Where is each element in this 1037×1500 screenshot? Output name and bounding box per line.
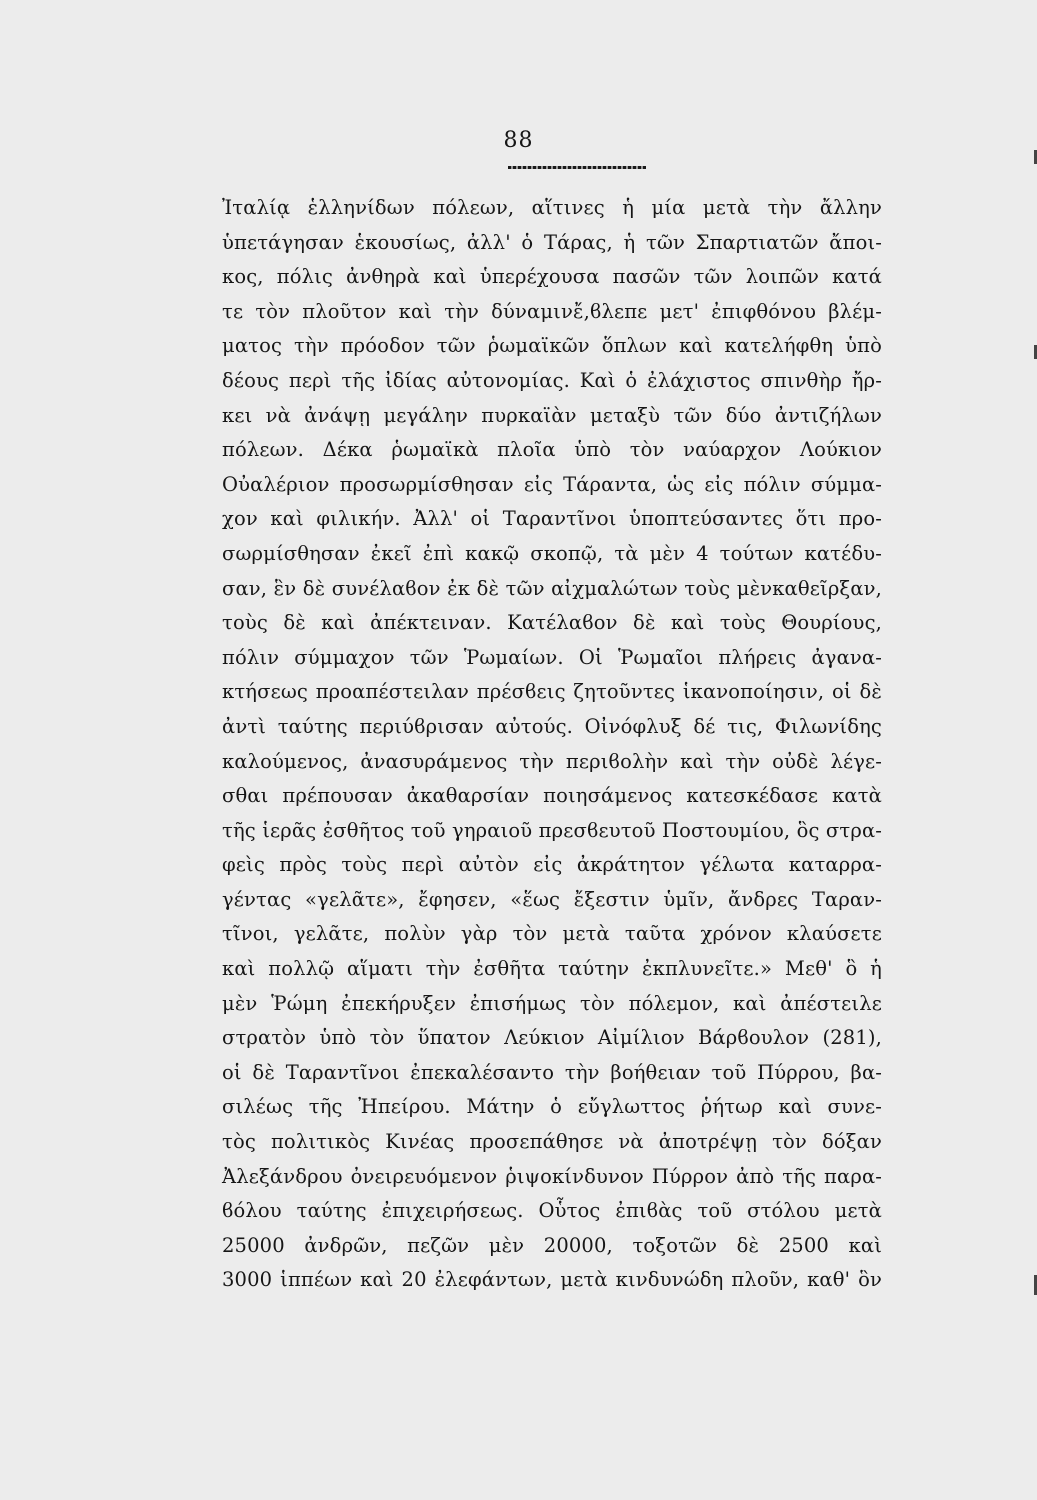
- text-line: καλούμενος, ἀνασυράμενος τὴν περιϐολὴν καὶ τὴν οὐδὲ λέγε-: [222, 749, 882, 773]
- text-line: πόλιν σύμμαχον τῶν Ῥωμαίων. Οἱ Ῥωμαῖοι πλήρεις ἀγανα-: [222, 645, 882, 669]
- text-line: χον καὶ φιλικήν. Ἀλλ' οἱ Ταραντῖνοι ὑποπτεύσαντες ὅτι προ-: [222, 507, 882, 531]
- text-line: σθαι πρέπουσαν ἀκαθαρσίαν ποιησάμενος κατεσκέδασε κατὰ: [222, 784, 882, 808]
- text-line: τῆς ἱερᾶς ἐσθῆτος τοῦ γηραιοῦ πρεσϐευτοῦ Ποστουμίου, ὃς στρα-: [222, 818, 882, 842]
- body-text: [222, 191, 882, 1298]
- text-line: στρατὸν ὑπὸ τὸν ὕπατον Λεύκιον Αἰμίλιον Βάρϐουλον (281),: [222, 1026, 882, 1050]
- text-line: κει νὰ ἀνάψῃ μεγάλην πυρκαϊὰν μεταξὺ τῶν δύο ἀντιζήλων: [222, 403, 882, 427]
- text-line: οἱ δὲ Ταραντῖνοι ἐπεκαλέσαντο τὴν βοήθειαν τοῦ Πύρρου, βα-: [222, 1060, 882, 1084]
- text-line: 3000 ἱππέων καὶ 20 ἐλεφάντων, μετὰ κινδυνώδη πλοῦν, καθ' ὃν: [222, 1268, 882, 1292]
- text-line: τὸς πολιτικὸς Κινέας προσεπάθησε νὰ ἀποτρέψῃ τὸν δόξαν: [222, 1130, 882, 1154]
- text-line: ματος τὴν πρόοδον τῶν ῥωμαϊκῶν ὅπλων καὶ κατελήφθη ὑπὸ: [222, 334, 882, 358]
- text-line: Ἰταλίᾳ ἑλληνίδων πόλεων, αἵτινες ἡ μία μετὰ τὴν ἄλλην: [222, 196, 882, 219]
- text-line: σιλέως τῆς Ἠπείρου. Μάτην ὁ εὔγλωττος ῥήτωρ καὶ συνε-: [222, 1095, 882, 1119]
- text-line: Οὐαλέριον προσωρμίσθησαν εἰς Τάραντα, ὡς εἰς πόλιν σύμμα-: [222, 472, 882, 496]
- header-rule: [508, 166, 646, 169]
- text-line: μὲν Ῥώμη ἐπεκήρυξεν ἐπισήμως τὸν πόλεμον, καὶ ἀπέστειλε: [222, 991, 882, 1015]
- text-line: κος, πόλις ἀνθηρὰ καὶ ὑπερέχουσα πασῶν τῶν λοιπῶν κατά: [222, 265, 882, 289]
- text-line: τῖνοι, γελᾶτε, πολὺν γὰρ τὸν μετὰ ταῦτα χρόνον κλαύσετε: [222, 922, 882, 946]
- text-line: κτήσεως προαπέστειλαν πρέσϐεις ζητοῦντες ἱκανοποίησιν, οἱ δὲ: [222, 680, 882, 704]
- text-line: πόλεων. Δέκα ῥωμαϊκὰ πλοῖα ὑπὸ τὸν ναύαρχον Λούκιον: [222, 438, 882, 462]
- text-line: σωρμίσθησαν ἐκεῖ ἐπὶ κακῷ σκοπῷ, τὰ μὲν 4 τούτων κατέδυ-: [222, 541, 882, 565]
- text-line: 25000 ἀνδρῶν, πεζῶν μὲν 20000, τοξοτῶν δὲ 2500 καὶ: [222, 1233, 882, 1257]
- text-line: γέντας «γελᾶτε», ἔφησεν, «ἕως ἔξεστιν ὑμῖν, ἄνδρες Ταραν-: [222, 887, 882, 911]
- text-line: Ἀλεξάνδρου ὀνειρευόμενον ῥιψοκίνδυνον Πύρρον ἀπὸ τῆς παρα-: [222, 1164, 882, 1188]
- text-line: τε τὸν πλοῦτον καὶ τὴν δύναμινἔ,ϐλεπε μετ' ἐπιφθόνου βλέμ-: [222, 299, 882, 323]
- text-line: δέους περὶ τῆς ἰδίας αὐτονομίας. Καὶ ὁ ἐλάχιστος σπινθὴρ ἤρ-: [222, 368, 882, 392]
- text-line: ἀντὶ ταύτης περιύϐρισαν αὐτούς. Οἰνόφλυξ δέ τις, Φιλωνίδης: [222, 714, 882, 738]
- page-number: 88: [503, 128, 534, 153]
- text-line: φεὶς πρὸς τοὺς περὶ αὐτὸν εἰς ἀκράτητον γέλωτα καταρρα-: [222, 853, 882, 877]
- text-line: καὶ πολλῷ αἵματι τὴν ἐσθῆτα ταύτην ἐκπλυνεῖτε.» Μεθ' ὃ ἡ: [222, 957, 882, 981]
- text-line: σαν, ἓν δὲ συνέλαϐον ἐκ δὲ τῶν αἰχμαλώτων τοὺς μὲνκαθεῖρξαν,: [222, 576, 882, 600]
- text-line: ϐόλου ταύτης ἐπιχειρήσεως. Οὗτος ἐπιϐὰς τοῦ στόλου μετὰ: [222, 1199, 882, 1223]
- text-line: ὑπετάγησαν ἑκουσίως, ἀλλ' ὁ Τάρας, ἡ τῶν Σπαρτιατῶν ἄποι-: [222, 230, 882, 254]
- text-line: τοὺς δὲ καὶ ἀπέκτειναν. Κατέλαϐον δὲ καὶ τοὺς Θουρίους,: [222, 611, 882, 635]
